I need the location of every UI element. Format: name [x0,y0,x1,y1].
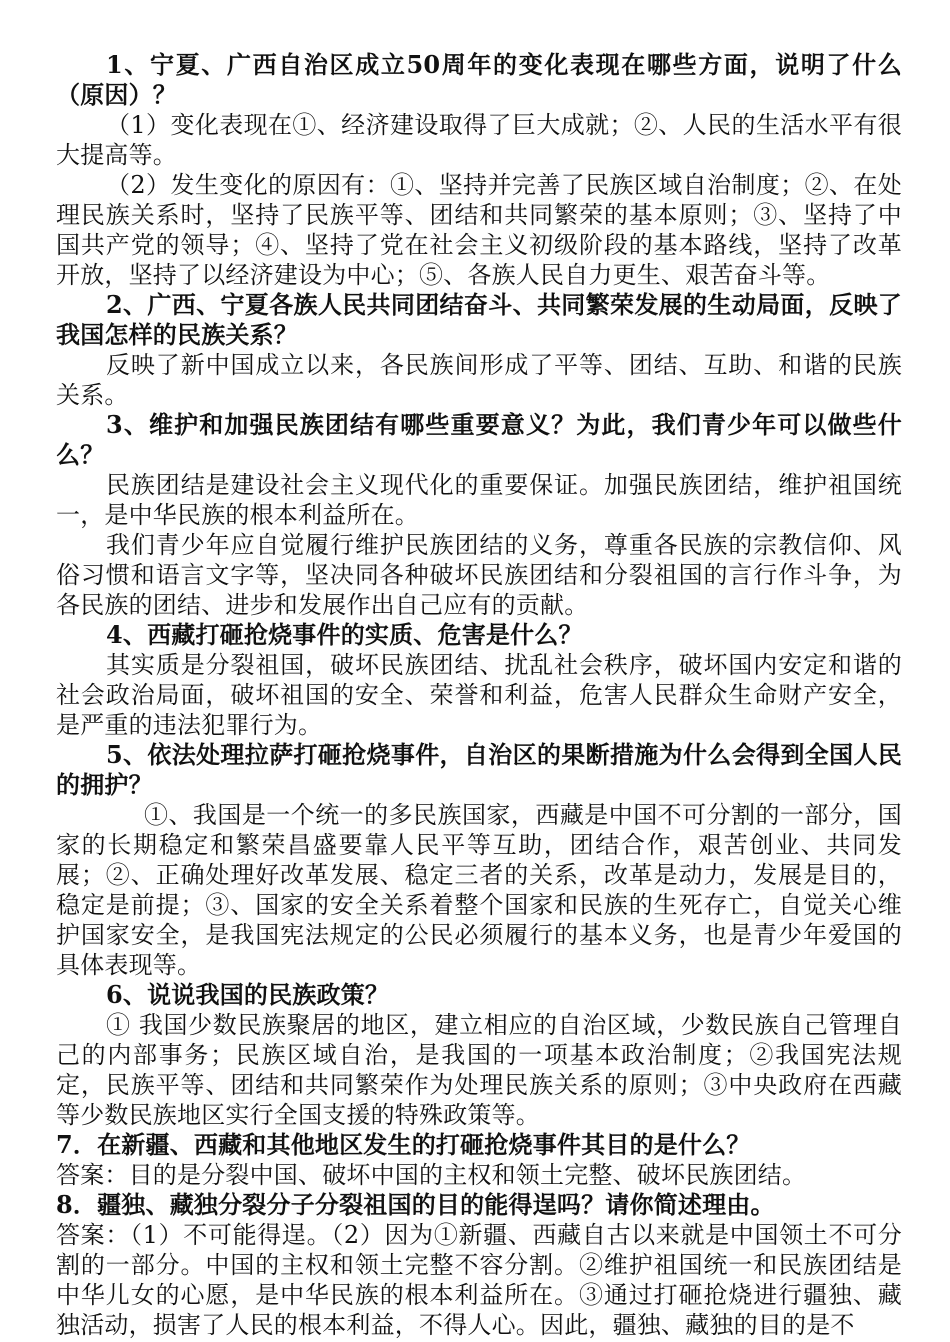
answer-1-1: （1）变化表现在①、经济建设取得了巨大成就；②、人民的生活水平有很大提高等。 [56,111,902,169]
answer-3-2: 我们青少年应自觉履行维护民族团结的义务，尊重各民族的宗教信仰、风俗习惯和语言文字等，坚决同各种破坏民族团结和分裂祖国的言行作斗争，为各民族的团结、进步和发展作出自己应有的贡献。 [56,531,902,619]
answer-7-1: 答案：目的是分裂中国、破坏中国的主权和领土完整、破坏民族团结。 [56,1161,807,1189]
answer-6-1: ① 我国少数民族聚居的地区，建立相应的自治区域，少数民族自己管理自己的内部事务；民族区域自治，是我国的一项基本政治制度；②我国宪法规定，民族平等、团结和共同繁荣作为处理民族关系的原则；③中央政府在西藏等少数民族地区实行全国支援的特殊政策等。 [56,1011,902,1129]
answer-2-1: 反映了新中国成立以来，各民族间形成了平等、团结、互助、和谐的民族关系。 [56,351,902,409]
question-6: 6、说说我国的民族政策？ [106,980,390,1009]
answer-1-2: （2）发生变化的原因有：①、坚持并完善了民族区域自治制度；②、在处理民族关系时，坚持了民族平等、团结和共同繁荣的基本原则；③、坚持了中国共产党的领导；④、坚持了党在社会主义初级阶段的基本路线，坚持了改革开放，坚持了以经济建设为中心；⑤、各族人民自力更生、艰苦奋斗等。 [56,171,902,289]
question-1: 1、宁夏、广西自治区成立50周年的变化表现在哪些方面，说明了什么（原因）？ [56,50,902,109]
answer-3-1: 民族团结是建设社会主义现代化的重要保证。加强民族团结，维护祖国统一，是中华民族的根本利益所在。 [56,471,902,529]
answer-5-1: ①、我国是一个统一的多民族国家，西藏是中国不可分割的一部分，国家的长期稳定和繁荣昌盛要靠人民平等互助，团结合作，艰苦创业、共同发展；②、正确处理好改革发展、稳定三者的关系，改革是动力，发展是目的，稳定是前提；③、国家的安全关系着整个国家和民族的生死存亡，自觉关心维护国家安全，是我国宪法规定的公民必须履行的基本义务，也是青少年爱国的具体表现等。 [56,801,902,979]
document-page [56,50,902,1340]
answer-4-1: 其实质是分裂祖国，破坏民族团结、扰乱社会秩序，破坏国内安定和谐的社会政治局面，破坏祖国的安全、荣誉和利益，危害人民群众生命财产安全，是严重的违法犯罪行为。 [56,651,902,739]
question-7: 7．在新疆、西藏和其他地区发生的打砸抢烧事件其目的是什么？ [56,1130,751,1159]
question-8: 8．疆独、藏独分裂分子分裂祖国的目的能得逞吗？请你简述理由。 [56,1190,775,1219]
question-2: 2、广西、宁夏各族人民共同团结奋斗、共同繁荣发展的生动局面，反映了我国怎样的民族关系？ [56,290,902,349]
question-5: 5、依法处理拉萨打砸抢烧事件，自治区的果断措施为什么会得到全国人民的拥护？ [56,740,902,799]
question-4: 4、西藏打砸抢烧事件的实质、危害是什么？ [106,620,583,649]
answer-8-1: 答案：（1）不可能得逞。（2）因为①新疆、西藏自古以来就是中国领土不可分割的一部分。中国的主权和领土完整不容分割。②维护祖国统一和民族团结是中华儿女的心愿，是中华民族的根本利益所在。③通过打砸抢烧进行疆独、藏独活动，损害了人民的根本利益，不得人心。因此，疆独、藏独的目的是不 [56,1221,902,1339]
question-3: 3、维护和加强民族团结有哪些重要意义？为此，我们青少年可以做些什么？ [56,410,902,469]
